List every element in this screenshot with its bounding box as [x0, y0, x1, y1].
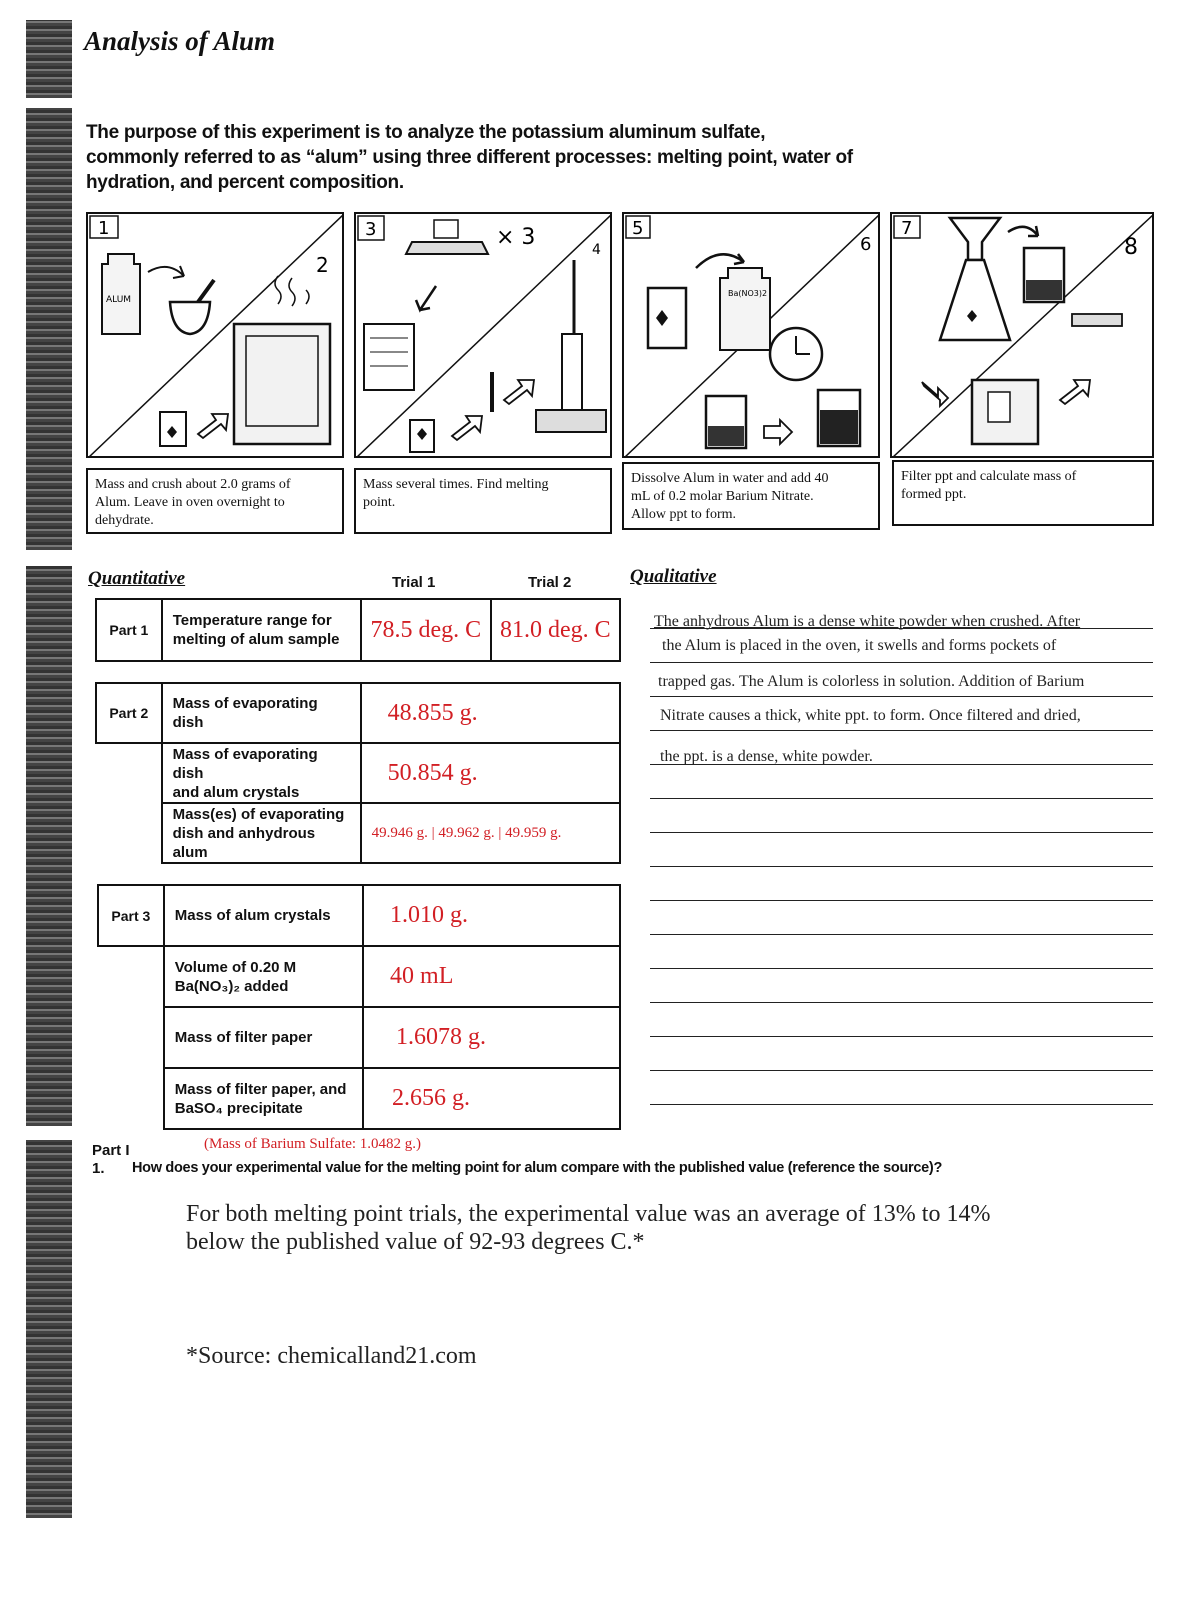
- procedure-panel-3: [622, 212, 880, 458]
- qualitative-heading: Qualitative: [630, 566, 717, 587]
- question-number: 1.: [92, 1160, 105, 1177]
- part-3-row-label: [164, 885, 363, 946]
- part-2-value: 48.855 g.: [361, 683, 620, 743]
- row-label-line: Mass of evaporating dish: [172, 695, 318, 731]
- step-number: 5: [632, 218, 644, 239]
- procedure-panel-2: [354, 212, 612, 458]
- panel-1-drawing: [88, 214, 344, 458]
- part-2-row-label: [162, 803, 361, 863]
- bottle-label: ALUM: [106, 295, 132, 305]
- empty-cell: [98, 1007, 164, 1068]
- part-3-row-label: [164, 946, 363, 1007]
- row-label-line: Mass(es) of evaporating: [172, 805, 345, 823]
- part-1-trial-1-value: 78.5 deg. C: [361, 599, 490, 661]
- part-2-label: Part 2: [96, 683, 162, 743]
- caption-line: Mass several times. Find melting: [363, 477, 549, 492]
- row-label-line: Mass of evaporating dish: [172, 745, 318, 782]
- panel-3-drawing: [624, 214, 880, 458]
- bottle-label: Ba(NO3)2: [728, 289, 768, 298]
- purpose-line: hydration, and percent composition.: [86, 172, 404, 193]
- step-number: 6: [860, 234, 872, 255]
- ruled-line: [650, 730, 1153, 731]
- source-citation: *Source: chemicalland21.com: [186, 1343, 477, 1369]
- step-number: 4: [592, 242, 601, 258]
- empty-cell: [98, 946, 164, 1007]
- part-3-value: 1.6078 g.: [363, 1007, 620, 1068]
- ruled-line: [650, 798, 1153, 799]
- caption-line: Mass and crush about 2.0 grams of: [95, 477, 291, 492]
- empty-cell: [96, 803, 162, 863]
- caption-line: Alum. Leave in oven overnight to: [95, 495, 285, 510]
- panel-4-drawing: [892, 214, 1154, 458]
- repeat-count: × 3: [496, 225, 536, 250]
- part-2-row-label: [162, 743, 361, 803]
- part-2-row-label: [162, 683, 361, 743]
- qualitative-line: Nitrate causes a thick, white ppt. to form. Once filtered and dried,: [660, 707, 1081, 724]
- row-label-line: Mass of filter paper, and: [174, 1080, 347, 1098]
- purpose-line: The purpose of this experiment is to analyze the potassium aluminum sulfate,: [86, 122, 766, 143]
- question-1-text: How does your experimental value for the melting point for alum compare with the published value (reference the source)?: [132, 1160, 942, 1176]
- ruled-line: [650, 866, 1153, 867]
- scan-edge-strip: [26, 566, 72, 1126]
- step-number: 1: [98, 218, 110, 239]
- quantitative-heading: Quantitative: [88, 568, 186, 589]
- ruled-line: [650, 628, 1153, 629]
- answer-line: For both melting point trials, the experimental value was an average of 13% to 14%: [186, 1201, 991, 1227]
- part-3-label: Part 3: [98, 885, 164, 946]
- part-1-label: Part 1: [96, 599, 162, 661]
- panel-2-caption: [354, 468, 612, 534]
- part-2-value: 50.854 g.: [361, 743, 620, 803]
- step-number: 3: [365, 219, 377, 240]
- ruled-line: [650, 1002, 1153, 1003]
- scan-edge-strip: [26, 108, 72, 550]
- ruled-line: [650, 900, 1153, 901]
- ruled-line: [650, 662, 1153, 663]
- procedure-panel-4: [890, 212, 1154, 458]
- row-label-line: Temperature range for: [172, 612, 332, 629]
- qualitative-line: the ppt. is a dense, white powder.: [660, 748, 873, 765]
- panel-3-caption: [622, 462, 880, 530]
- scan-edge-strip: [26, 1140, 72, 1518]
- step-number: 2: [316, 253, 329, 277]
- ruled-line: [650, 764, 1153, 765]
- part-2-table: [95, 682, 621, 864]
- empty-cell: [96, 743, 162, 803]
- row-label-line: Mass of alum crystals: [174, 907, 331, 924]
- panel-2-drawing: [356, 214, 612, 458]
- panel-1-caption: [86, 468, 344, 534]
- answer-line: below the published value of 92-93 degrees C.*: [186, 1229, 645, 1255]
- panel-4-caption: [892, 460, 1154, 526]
- ruled-line: [650, 696, 1153, 697]
- qualitative-line: the Alum is placed in the oven, it swells and forms pockets of: [662, 637, 1057, 654]
- step-number: 7: [901, 218, 913, 239]
- empty-cell: [98, 1068, 164, 1129]
- caption-line: dehydrate.: [95, 513, 154, 528]
- caption-line: Filter ppt and calculate mass of: [901, 469, 1077, 484]
- row-label-line: and alum crystals: [172, 783, 300, 801]
- barium-sulfate-note: (Mass of Barium Sulfate: 1.0482 g.): [204, 1136, 422, 1152]
- part-3-value: 1.010 g.: [363, 885, 620, 946]
- ruled-line: [650, 968, 1153, 969]
- trial-2-header: Trial 2: [528, 574, 572, 591]
- step-number: 8: [1124, 235, 1138, 260]
- part-3-value: 40 mL: [363, 946, 620, 1007]
- caption-line: mL of 0.2 molar Barium Nitrate.: [631, 489, 814, 504]
- part-1-row-label: [162, 599, 361, 661]
- part-2-value: 49.946 g. | 49.962 g. | 49.959 g.: [361, 803, 620, 863]
- purpose-paragraph: [86, 120, 866, 195]
- row-label-line: BaSO₄ precipitate: [174, 1099, 303, 1117]
- part-3-table: [97, 884, 621, 1130]
- caption-line: point.: [363, 495, 396, 510]
- part-3-row-label: [164, 1068, 363, 1129]
- ruled-line: [650, 832, 1153, 833]
- part-i-label: Part I: [92, 1142, 130, 1159]
- caption-line: formed ppt.: [901, 487, 967, 502]
- part-3-row-label: [164, 1007, 363, 1068]
- ruled-line: [650, 1036, 1153, 1037]
- row-label-line: melting of alum sample: [172, 631, 340, 648]
- qualitative-line: trapped gas. The Alum is colorless in solution. Addition of Barium: [658, 673, 1085, 690]
- caption-line: Dissolve Alum in water and add 40: [631, 471, 829, 486]
- procedure-panel-1: [86, 212, 344, 458]
- page-title: Analysis of Alum: [84, 26, 276, 56]
- caption-line: Allow ppt to form.: [631, 507, 736, 522]
- ruled-line: [650, 1104, 1153, 1105]
- row-label-line: Volume of 0.20 M: [174, 958, 297, 976]
- purpose-line: commonly referred to as “alum” using three different processes: melting point, water of: [86, 147, 853, 168]
- row-label-line: Ba(NO₃)₂ added: [174, 977, 289, 995]
- part-3-value: 2.656 g.: [363, 1068, 620, 1129]
- row-label-line: dish and anhydrous alum: [172, 824, 316, 861]
- part-1-table: [95, 598, 621, 662]
- trial-1-header: Trial 1: [392, 574, 436, 591]
- part-1-trial-2-value: 81.0 deg. C: [491, 599, 620, 661]
- row-label-line: Mass of filter paper: [174, 1029, 313, 1046]
- ruled-line: [650, 934, 1153, 935]
- qualitative-line: The anhydrous Alum is a dense white powder when crushed. After: [654, 613, 1081, 630]
- scan-edge-strip: [26, 20, 72, 98]
- ruled-line: [650, 1070, 1153, 1071]
